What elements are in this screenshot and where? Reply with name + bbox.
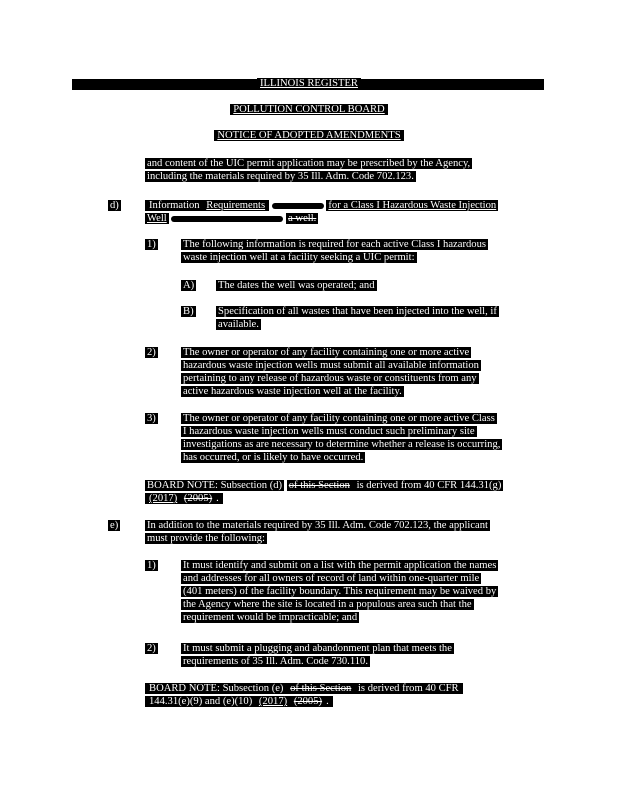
section-e-intro: In addition to the materials required by 35 Ill. Adm. Code 702.123, the applicant must provide the following: — [147, 520, 488, 545]
redaction-mark — [272, 203, 324, 209]
item-d3-label: 3) — [147, 413, 156, 424]
item-e2-label: 2) — [147, 643, 156, 654]
item-d1-label: 1) — [147, 239, 156, 250]
item-d2-text: The owner or operator of any facility containing one or more active hazardous waste injection wells must submit all available information pertaining to any release of hazardous waste or constituents from any active hazardous waste injection well at the facility. — [183, 347, 479, 398]
item-e1-label: 1) — [147, 560, 156, 571]
board-note-d: BOARD NOTE: Subsection (d) of this Section is derived from 40 CFR 144.31(g) (2017) (2005) . — [147, 480, 502, 505]
section-d-title: Information Requirements for a Class I Hazardous Waste Injection Well a well. — [147, 200, 497, 225]
item-d1b-label: B) — [183, 306, 194, 317]
board-note-e: BOARD NOTE: Subsection (e) of this Section is derived from 40 CFR 144.31(e)(9) and (e)(10) (2017) (2005) . — [145, 682, 463, 708]
intro-paragraph: and content of the UIC permit application may be prescribed by the Agency, including the materials required by 35 Ill. Adm. Code 702.123. — [147, 158, 471, 183]
item-d1-text: The following information is required for each active Class I hazardous waste injection well at a facility seeking a UIC permit: — [183, 239, 486, 264]
item-d2-label: 2) — [147, 347, 156, 358]
item-d1a-label: A) — [183, 280, 195, 291]
item-d1a-text: The dates the well was operated; and — [218, 280, 375, 291]
section-e-label: e) — [110, 520, 119, 531]
board-title: POLLUTION CONTROL BOARD — [0, 104, 618, 116]
item-d3-text: The owner or operator of any facility containing one or more active Class I hazardous waste injection wells must conduct such preliminary site investigations as are necessary to determine whether a release is occurring, has occurred, or is likely to have occurred. — [183, 413, 501, 464]
item-e1-text: It must identify and submit on a list with the permit application the names and addresses for all owners of record of land within one-quarter mile (401 meters) of the facility boundary. This requirement may be waived by the Agency where the site is located in a populous area such that the requirement would be impracticable; and — [183, 560, 497, 624]
register-title: ILLINOIS REGISTER — [0, 78, 618, 90]
redaction-mark — [171, 216, 283, 222]
notice-title: NOTICE OF ADOPTED AMENDMENTS — [0, 130, 618, 142]
item-d1b-text: Specification of all wastes that have been injected into the well, if available. — [218, 306, 497, 331]
item-e2-text: It must submit a plugging and abandonment plan that meets the requirements of 35 Ill. Adm. Code 730.110. — [183, 643, 452, 668]
section-d-label: d) — [110, 200, 119, 211]
